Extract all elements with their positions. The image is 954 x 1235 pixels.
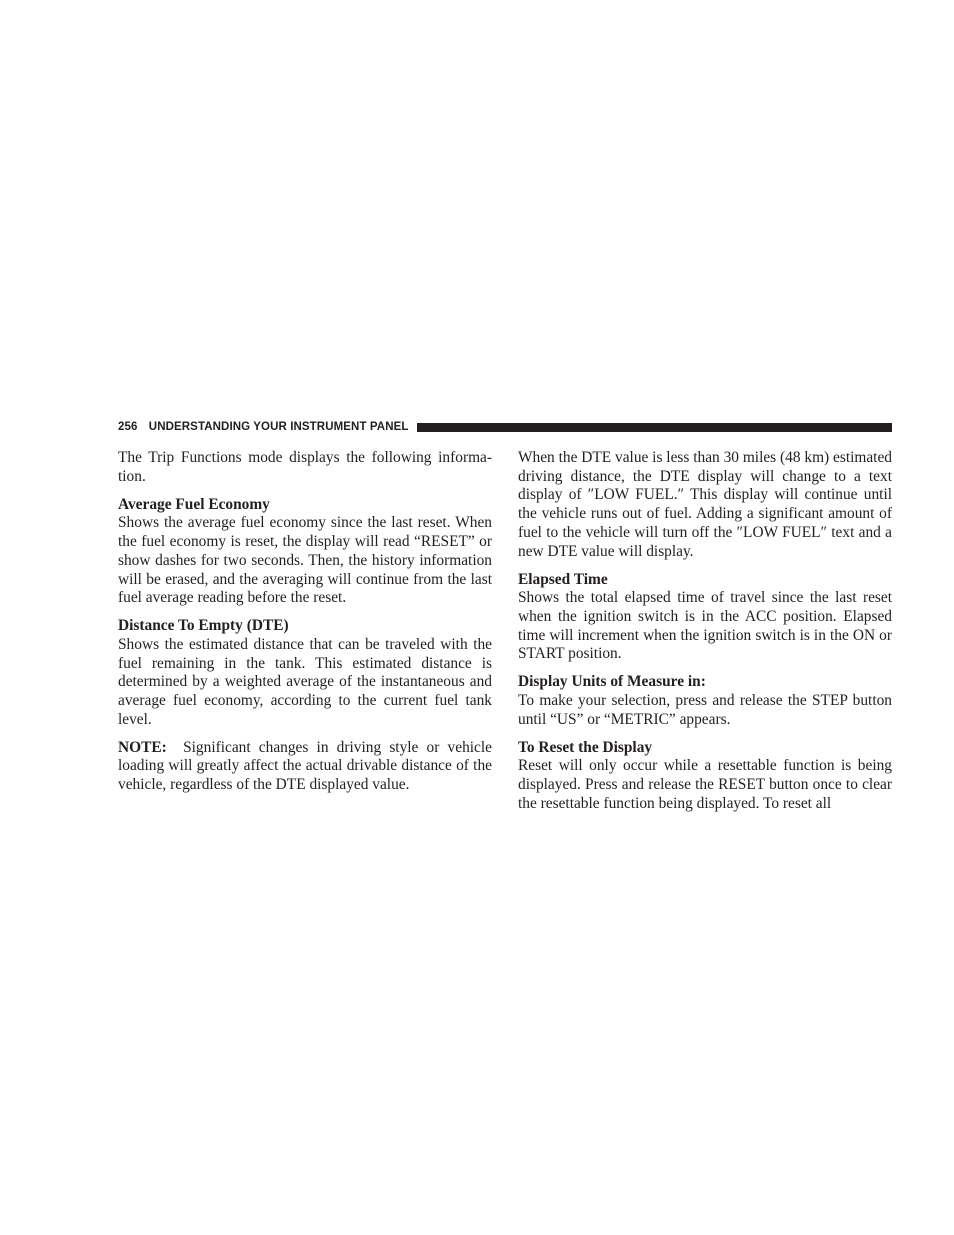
header-rule-bar xyxy=(417,423,893,432)
left-column xyxy=(118,449,492,804)
note-label: NOTE: xyxy=(118,738,167,756)
average-fuel-economy-heading: Average Fuel Economy xyxy=(118,495,270,513)
display-units-heading: Display Units of Measure in: xyxy=(518,673,706,691)
note-body: Significant changes in driving style or vehicle loading will greatly affect the actual drivable distance of the vehicle, regardless of the DTE displayed value. xyxy=(118,738,492,794)
header-text xyxy=(118,421,409,433)
page-number: 256 xyxy=(118,421,138,433)
page-header xyxy=(118,419,892,435)
reset-display-heading: To Reset the Display xyxy=(518,738,653,756)
display-units-body: To make your selection, press and release the STEP button until “US” or “METRIC” appears. xyxy=(518,692,892,728)
elapsed-time-heading: Elapsed Time xyxy=(518,570,608,588)
reset-display-body: Reset will only occur while a resettable function is being displayed. Press and release the RESET button once to clear the resettable function being displayed. To reset all xyxy=(518,757,892,812)
intro-paragraph: The Trip Functions mode displays the following informa-tion. xyxy=(118,449,492,485)
note-paragraph xyxy=(118,739,492,795)
dte-heading: Distance To Empty (DTE) xyxy=(118,617,289,635)
dte-body: Shows the estimated distance that can be traveled with the fuel remaining in the tank. This estimated distance is determined by a weighted average of the instantaneous and average fuel economy, according to the current fuel tank level. xyxy=(118,635,492,728)
section-title: UNDERSTANDING YOUR INSTRUMENT PANEL xyxy=(148,421,409,433)
right-column xyxy=(518,449,892,823)
average-fuel-economy-body: Shows the average fuel economy since the last reset. When the fuel economy is reset, the display will read “RESET” or show dashes for two seconds. Then, the history information will be erased, and the averaging will continue from the last fuel average reading before the reset. xyxy=(118,514,492,607)
dte-low-fuel-paragraph: When the DTE value is less than 30 miles (48 km) estimated driving distance, the DTE display will change to a text display of ″LOW FUEL.″ This display will continue until the vehicle runs out of fuel. Adding a significant amount of fuel to the vehicle will turn off the ″LOW FUEL″ text and a new DTE value will display. xyxy=(518,449,892,560)
elapsed-time-body: Shows the total elapsed time of travel since the last reset when the ignition switch is in the ACC position. Elapsed time will increment when the ignition switch is in the ON or START position. xyxy=(518,589,892,663)
